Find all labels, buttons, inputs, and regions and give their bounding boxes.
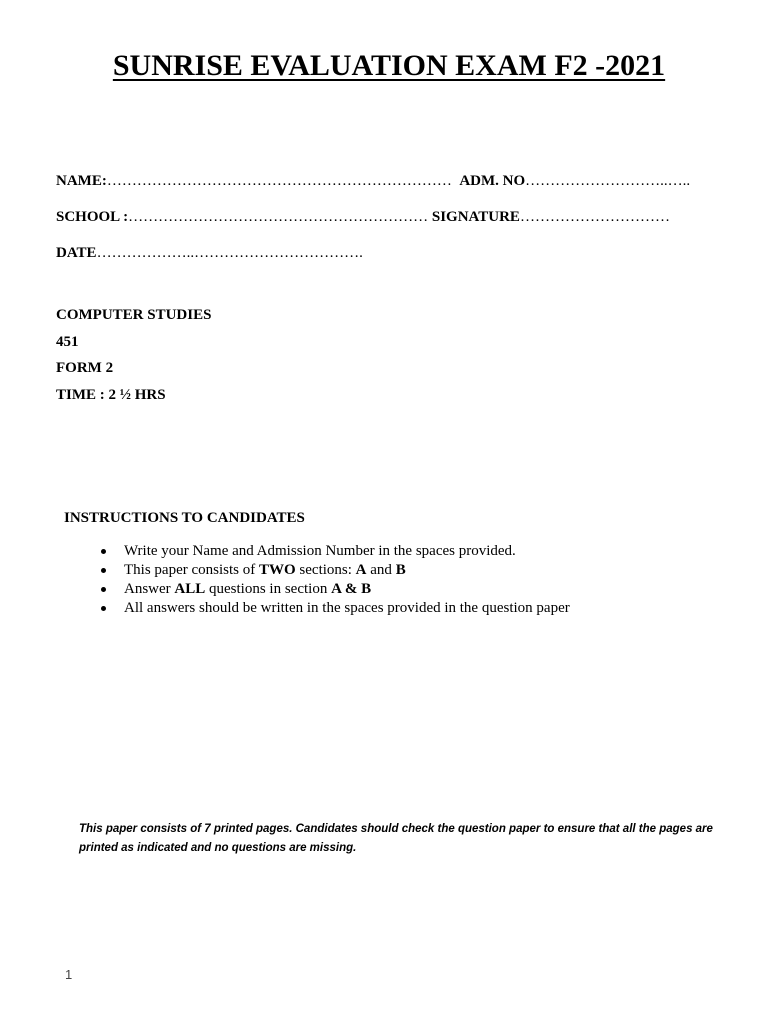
school-label: SCHOOL :: [56, 209, 129, 225]
instruction-text: questions in section: [205, 581, 332, 597]
date-label: DATE: [56, 245, 97, 261]
instructions-heading: INSTRUCTIONS TO CANDIDATES: [64, 510, 305, 526]
instruction-emphasis: ALL: [174, 581, 206, 597]
instruction-item: [101, 561, 570, 580]
instruction-item: [101, 542, 570, 561]
subject-name: COMPUTER STUDIES: [56, 307, 212, 323]
school-signature-row: [56, 207, 670, 227]
date-row: [56, 243, 363, 263]
bullet-icon: [101, 606, 106, 611]
instruction-text: This paper consists of: [124, 562, 259, 578]
adm-no-label: ADM. NO: [459, 173, 526, 189]
signature-blank: …………………………: [519, 209, 670, 225]
date-blank: ………………..…………………………….: [96, 245, 363, 261]
school-blank: ……………………………………………………: [128, 209, 429, 225]
instruction-text: and: [366, 562, 396, 578]
page-title: [0, 46, 768, 86]
name-adm-row: [56, 171, 690, 191]
name-blank: ……………………………………………………………: [106, 173, 452, 189]
instruction-item: [101, 599, 570, 618]
page-number: 1: [65, 967, 73, 982]
bullet-icon: [101, 549, 106, 554]
instruction-item: [101, 580, 570, 599]
printed-pages-note: This paper consists of 7 printed pages. Candidates should check the question paper to ensure that all the pages are printed as indicated and no questions are missing.: [79, 823, 713, 854]
bullet-icon: [101, 587, 106, 592]
instruction-text: sections:: [295, 562, 356, 578]
instruction-emphasis: B: [395, 562, 406, 578]
instruction-text: All answers should be written in the spaces provided in the question paper: [124, 600, 570, 616]
subject-code: 451: [56, 334, 79, 350]
time-allowed: TIME : 2 ½ HRS: [56, 387, 166, 403]
instruction-emphasis: TWO: [258, 562, 296, 578]
name-label: NAME:: [56, 173, 107, 189]
instruction-text: Write your Name and Admission Number in the spaces provided.: [124, 543, 516, 559]
exam-title-text: SUNRISE EVALUATION EXAM F2 -2021: [112, 49, 666, 82]
bullet-icon: [101, 568, 106, 573]
instruction-emphasis: A & B: [331, 581, 372, 597]
instruction-text: Answer: [124, 581, 175, 597]
form-level: FORM 2: [56, 360, 114, 376]
adm-no-blank: ………………………..…..: [525, 173, 691, 189]
instructions-list: [101, 542, 570, 618]
signature-label: SIGNATURE: [431, 209, 520, 225]
instruction-emphasis: A: [355, 562, 367, 578]
